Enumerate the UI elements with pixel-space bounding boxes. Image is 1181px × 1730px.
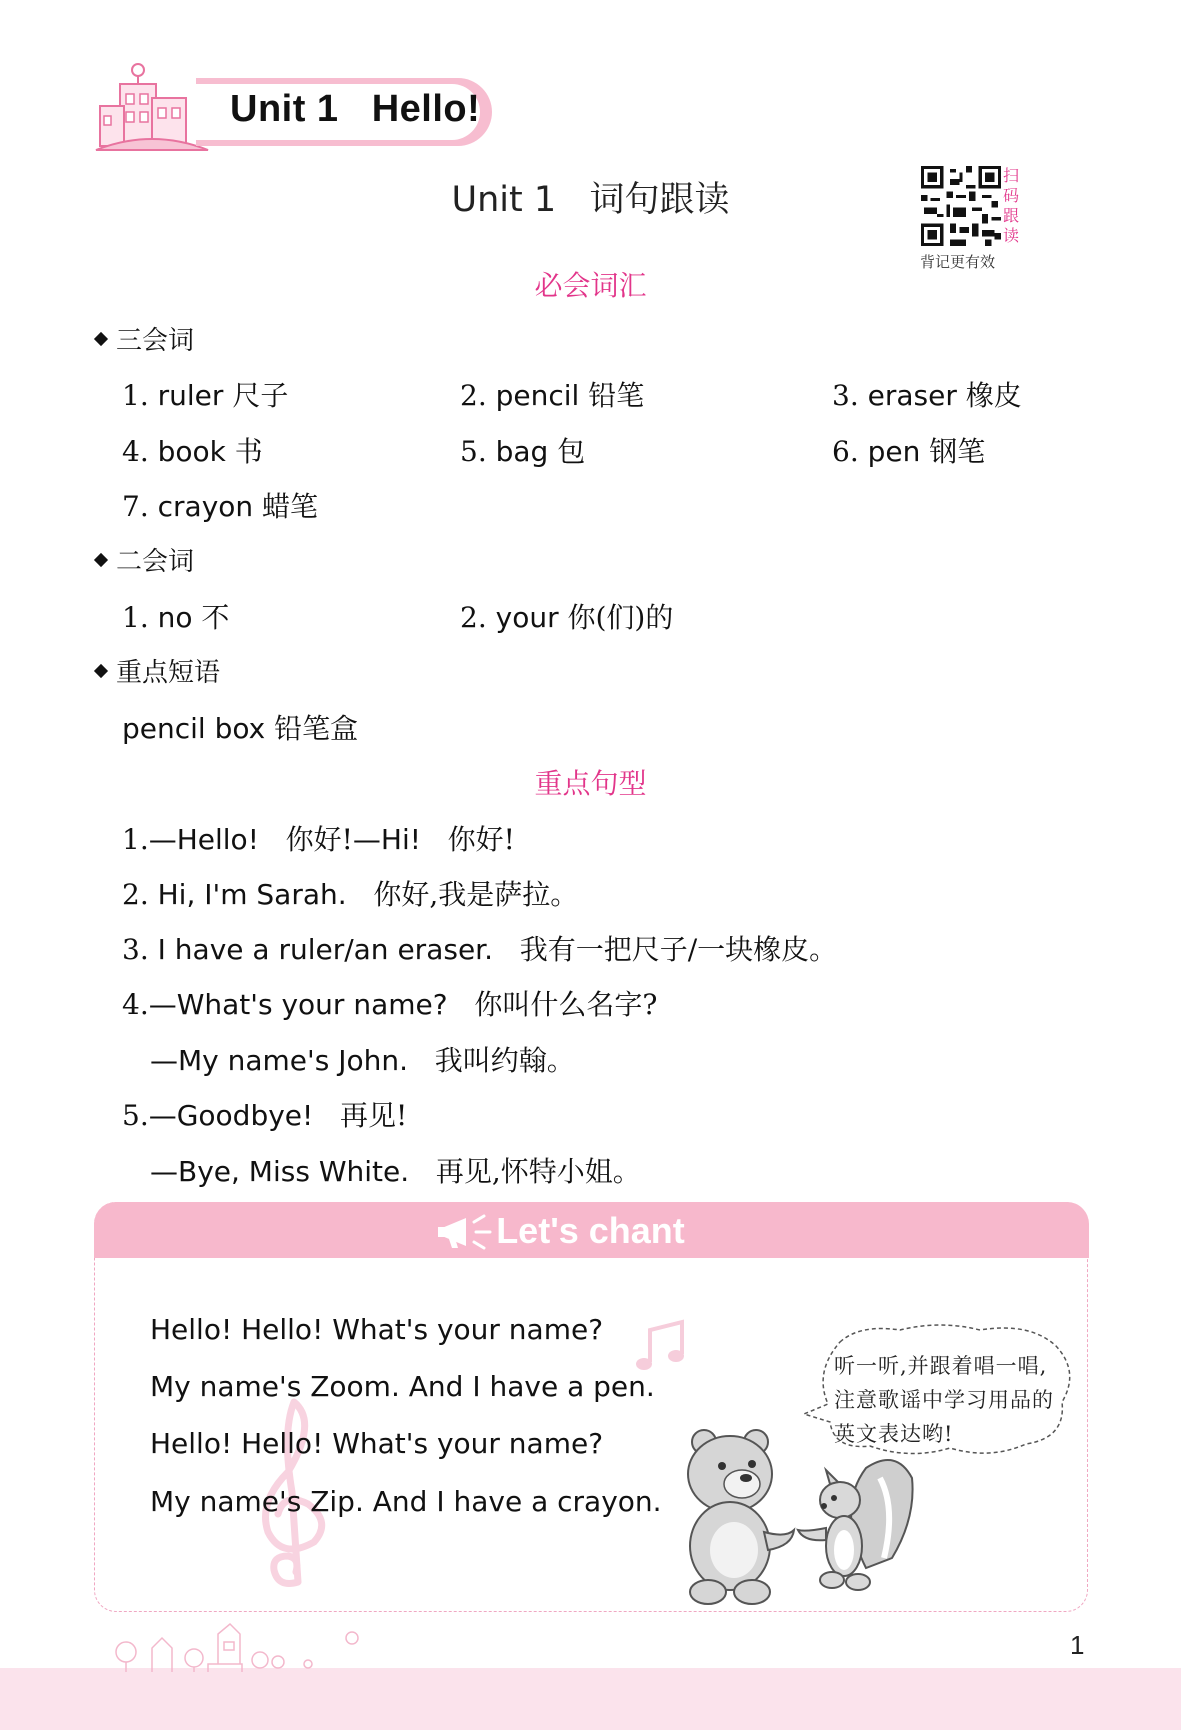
bear-icon [676,1428,796,1606]
chant-line: Hello! Hello! What's your name? [150,1427,604,1460]
diamond-bullet-icon [94,663,108,677]
chant-line: My name's Zip. And I have a crayon. [150,1485,662,1518]
phrases-heading: 重点短语 [96,652,220,689]
section-title: Unit 1 词句跟读 [451,180,730,220]
page-number: 1 [1070,1630,1085,1660]
diamond-bullet-icon [94,331,108,345]
music-note-icon [630,1318,690,1378]
vocab-item: 1. no 不 [122,601,230,634]
diamond-bullet-icon [94,552,108,566]
unit-title: Unit 1 Hello! [230,88,481,130]
vocab-heading: 必会词汇 [534,269,647,302]
qr-code-icon[interactable] [921,166,1001,246]
chant-line: My name's Zoom. And I have a pen. [150,1370,655,1403]
qr-side-label: 扫码跟读 [1003,166,1020,245]
sentence-line: —My name's John. 我叫约翰。 [150,1044,575,1077]
three-skill-heading: 三会词 [96,320,194,357]
vocab-item: 5. bag 包 [460,435,586,468]
vocab-item: 2. your 你(们)的 [460,601,674,634]
phrase-item: pencil box 铅笔盒 [122,712,359,745]
sentence-line: 4.—What's your name? 你叫什么名字? [122,988,658,1021]
vocab-item: 4. book 书 [122,435,263,468]
sentence-line: 2. Hi, I'm Sarah. 你好,我是萨拉。 [122,878,579,911]
bubble-text: 听一听,并跟着唱一唱,注意歌谣中学习用品的英文表达哟! [834,1354,1054,1446]
vocab-item: 2. pencil 铅笔 [460,379,645,412]
sentence-line: —Bye, Miss White. 再见,怀特小姐。 [150,1155,641,1188]
sentence-line: 5.—Goodbye! 再见! [122,1099,408,1132]
squirrel-icon [796,1448,916,1598]
town-decoration-icon [112,1618,372,1674]
vocab-item: 1. ruler 尺子 [122,379,289,412]
vocab-item: 3. eraser 橡皮 [832,379,1022,412]
chant-line: Hello! Hello! What's your name? [150,1313,604,1346]
qr-caption: 背记更有效 [920,253,996,271]
two-skill-heading: 二会词 [96,541,194,578]
bottom-band [0,1668,1181,1730]
vocab-item: 7. crayon 蜡笔 [122,490,319,523]
sentence-line: 1.—Hello! 你好!—Hi! 你好! [122,823,515,856]
chant-title: Let's chant [496,1210,685,1251]
vocab-item: 6. pen 钢笔 [832,435,986,468]
sentences-heading: 重点句型 [534,767,647,800]
sentence-line: 3. I have a ruler/an eraser. 我有一把尺子/一块橡皮。 [122,933,838,966]
